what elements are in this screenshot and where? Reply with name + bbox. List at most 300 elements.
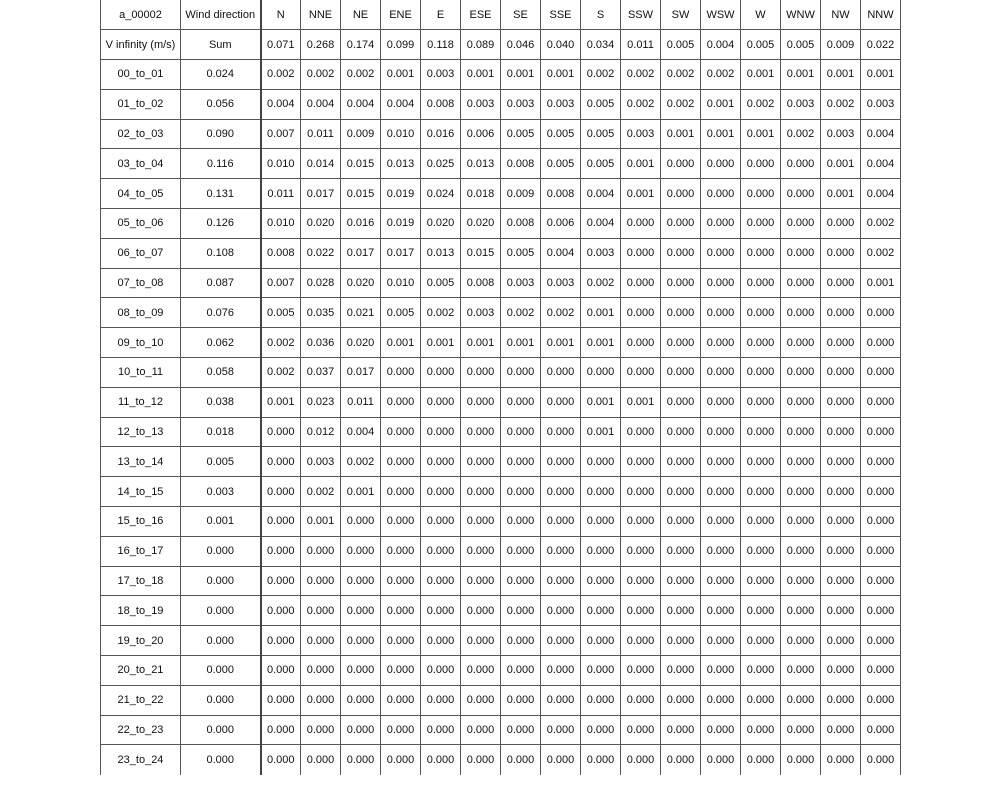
frequency-cell: 0.001 [621, 179, 661, 209]
frequency-cell: 0.004 [861, 149, 901, 179]
frequency-cell: 0.003 [501, 268, 541, 298]
frequency-cell: 0.000 [501, 477, 541, 507]
frequency-cell: 0.001 [781, 60, 821, 90]
direction-header-ene: ENE [381, 0, 421, 30]
frequency-cell: 0.000 [501, 596, 541, 626]
row-sum-cell: 0.056 [181, 89, 261, 119]
frequency-cell: 0.003 [581, 238, 621, 268]
frequency-cell: 0.000 [381, 685, 421, 715]
frequency-cell: 0.015 [341, 179, 381, 209]
frequency-cell: 0.003 [461, 298, 501, 328]
frequency-cell: 0.000 [661, 566, 701, 596]
table-row [101, 387, 901, 417]
frequency-cell: 0.000 [701, 745, 741, 775]
frequency-cell: 0.000 [741, 596, 781, 626]
frequency-cell: 0.003 [301, 447, 341, 477]
direction-header-wsw: WSW [701, 0, 741, 30]
frequency-cell: 0.000 [661, 447, 701, 477]
frequency-cell: 0.000 [581, 656, 621, 686]
table-row [101, 328, 901, 358]
row-sum-cell: 0.058 [181, 358, 261, 388]
frequency-cell: 0.000 [421, 566, 461, 596]
row-sum-cell: 0.076 [181, 298, 261, 328]
direction-total-cell: 0.040 [541, 30, 581, 60]
frequency-cell: 0.001 [501, 328, 541, 358]
frequency-cell: 0.000 [621, 596, 661, 626]
direction-total-cell: 0.009 [821, 30, 861, 60]
frequency-cell: 0.000 [661, 417, 701, 447]
direction-header-ssw: SSW [621, 0, 661, 30]
frequency-cell: 0.010 [261, 149, 301, 179]
frequency-cell: 0.000 [661, 328, 701, 358]
direction-header-wnw: WNW [781, 0, 821, 30]
frequency-cell: 0.004 [581, 179, 621, 209]
speed-bin-label: 04_to_05 [101, 179, 181, 209]
direction-header-se: SE [501, 0, 541, 30]
frequency-cell: 0.017 [381, 238, 421, 268]
frequency-cell: 0.000 [621, 507, 661, 537]
frequency-cell: 0.015 [341, 149, 381, 179]
frequency-cell: 0.001 [261, 387, 301, 417]
frequency-cell: 0.000 [701, 507, 741, 537]
direction-header-n: N [261, 0, 301, 30]
frequency-cell: 0.000 [501, 358, 541, 388]
frequency-cell: 0.000 [741, 387, 781, 417]
frequency-cell: 0.000 [621, 715, 661, 745]
frequency-cell: 0.002 [701, 60, 741, 90]
frequency-cell: 0.000 [261, 656, 301, 686]
frequency-cell: 0.000 [661, 596, 701, 626]
frequency-cell: 0.000 [701, 715, 741, 745]
frequency-cell: 0.000 [741, 179, 781, 209]
speed-bin-label: 16_to_17 [101, 536, 181, 566]
frequency-cell: 0.000 [341, 685, 381, 715]
frequency-cell: 0.002 [301, 477, 341, 507]
frequency-cell: 0.002 [861, 238, 901, 268]
frequency-cell: 0.000 [421, 417, 461, 447]
frequency-cell: 0.000 [621, 626, 661, 656]
frequency-cell: 0.000 [821, 566, 861, 596]
table-row [101, 298, 901, 328]
frequency-cell: 0.000 [861, 715, 901, 745]
frequency-cell: 0.016 [341, 209, 381, 239]
frequency-cell: 0.000 [781, 268, 821, 298]
frequency-cell: 0.000 [821, 358, 861, 388]
frequency-cell: 0.000 [581, 715, 621, 745]
frequency-cell: 0.004 [381, 89, 421, 119]
frequency-cell: 0.001 [821, 179, 861, 209]
row-sum-cell: 0.001 [181, 507, 261, 537]
speed-bin-label: 21_to_22 [101, 685, 181, 715]
speed-bin-label: 22_to_23 [101, 715, 181, 745]
frequency-cell: 0.000 [541, 566, 581, 596]
frequency-cell: 0.000 [861, 387, 901, 417]
frequency-cell: 0.000 [461, 477, 501, 507]
speed-bin-label: 18_to_19 [101, 596, 181, 626]
frequency-cell: 0.000 [661, 507, 701, 537]
table-row [101, 566, 901, 596]
frequency-cell: 0.001 [381, 328, 421, 358]
frequency-cell: 0.000 [621, 447, 661, 477]
speed-bin-label: 12_to_13 [101, 417, 181, 447]
table-row [101, 536, 901, 566]
frequency-cell: 0.000 [501, 656, 541, 686]
direction-total-cell: 0.046 [501, 30, 541, 60]
table-row [101, 656, 901, 686]
frequency-cell: 0.008 [421, 89, 461, 119]
frequency-cell: 0.000 [661, 268, 701, 298]
frequency-cell: 0.000 [661, 626, 701, 656]
frequency-cell: 0.000 [621, 358, 661, 388]
direction-total-cell: 0.005 [741, 30, 781, 60]
frequency-cell: 0.000 [861, 685, 901, 715]
frequency-cell: 0.001 [581, 417, 621, 447]
frequency-cell: 0.002 [541, 298, 581, 328]
frequency-cell: 0.000 [701, 268, 741, 298]
frequency-cell: 0.000 [781, 298, 821, 328]
frequency-cell: 0.000 [621, 566, 661, 596]
frequency-cell: 0.004 [341, 89, 381, 119]
frequency-cell: 0.000 [781, 536, 821, 566]
frequency-cell: 0.000 [461, 596, 501, 626]
frequency-cell: 0.000 [781, 328, 821, 358]
frequency-cell: 0.009 [341, 119, 381, 149]
row-sum-cell: 0.003 [181, 477, 261, 507]
frequency-cell: 0.000 [701, 298, 741, 328]
frequency-cell: 0.013 [421, 238, 461, 268]
frequency-cell: 0.000 [741, 745, 781, 775]
frequency-cell: 0.001 [421, 328, 461, 358]
frequency-cell: 0.000 [421, 745, 461, 775]
frequency-cell: 0.000 [741, 507, 781, 537]
frequency-cell: 0.002 [341, 447, 381, 477]
frequency-cell: 0.000 [581, 685, 621, 715]
frequency-cell: 0.002 [781, 119, 821, 149]
frequency-cell: 0.000 [661, 685, 701, 715]
frequency-cell: 0.011 [301, 119, 341, 149]
frequency-cell: 0.001 [581, 298, 621, 328]
frequency-cell: 0.000 [461, 447, 501, 477]
frequency-cell: 0.000 [701, 238, 741, 268]
frequency-cell: 0.005 [581, 119, 621, 149]
frequency-cell: 0.000 [541, 447, 581, 477]
frequency-cell: 0.000 [861, 328, 901, 358]
frequency-cell: 0.000 [541, 536, 581, 566]
frequency-cell: 0.000 [381, 507, 421, 537]
summary-row [101, 30, 901, 60]
frequency-cell: 0.019 [381, 209, 421, 239]
frequency-cell: 0.000 [701, 328, 741, 358]
frequency-cell: 0.000 [301, 536, 341, 566]
frequency-cell: 0.000 [821, 685, 861, 715]
frequency-cell: 0.000 [301, 596, 341, 626]
frequency-cell: 0.000 [661, 179, 701, 209]
frequency-cell: 0.000 [861, 417, 901, 447]
frequency-cell: 0.000 [701, 536, 741, 566]
frequency-cell: 0.000 [461, 685, 501, 715]
frequency-cell: 0.000 [461, 626, 501, 656]
frequency-cell: 0.000 [501, 507, 541, 537]
frequency-cell: 0.021 [341, 298, 381, 328]
frequency-cell: 0.001 [461, 328, 501, 358]
table-body [101, 0, 901, 775]
frequency-cell: 0.000 [701, 566, 741, 596]
frequency-cell: 0.002 [261, 60, 301, 90]
frequency-cell: 0.000 [301, 656, 341, 686]
frequency-cell: 0.000 [381, 358, 421, 388]
frequency-cell: 0.000 [621, 238, 661, 268]
frequency-cell: 0.017 [301, 179, 341, 209]
frequency-cell: 0.000 [301, 566, 341, 596]
frequency-cell: 0.001 [541, 60, 581, 90]
frequency-cell: 0.000 [821, 328, 861, 358]
frequency-cell: 0.006 [541, 209, 581, 239]
frequency-cell: 0.000 [621, 328, 661, 358]
frequency-cell: 0.008 [541, 179, 581, 209]
frequency-cell: 0.000 [381, 596, 421, 626]
frequency-cell: 0.000 [781, 447, 821, 477]
frequency-cell: 0.001 [821, 149, 861, 179]
frequency-cell: 0.003 [781, 89, 821, 119]
frequency-cell: 0.000 [861, 566, 901, 596]
speed-bin-label: 06_to_07 [101, 238, 181, 268]
frequency-cell: 0.000 [541, 358, 581, 388]
frequency-cell: 0.000 [461, 656, 501, 686]
frequency-cell: 0.000 [621, 268, 661, 298]
frequency-cell: 0.036 [301, 328, 341, 358]
frequency-cell: 0.000 [661, 298, 701, 328]
frequency-cell: 0.000 [421, 656, 461, 686]
speed-bin-label: 03_to_04 [101, 149, 181, 179]
frequency-cell: 0.000 [461, 715, 501, 745]
frequency-cell: 0.009 [501, 179, 541, 209]
frequency-cell: 0.003 [861, 89, 901, 119]
frequency-cell: 0.000 [621, 685, 661, 715]
frequency-cell: 0.003 [421, 60, 461, 90]
frequency-cell: 0.000 [421, 626, 461, 656]
frequency-cell: 0.004 [541, 238, 581, 268]
frequency-cell: 0.000 [261, 536, 301, 566]
speed-bin-label: 19_to_20 [101, 626, 181, 656]
frequency-cell: 0.000 [461, 745, 501, 775]
frequency-cell: 0.001 [741, 119, 781, 149]
frequency-cell: 0.000 [501, 387, 541, 417]
frequency-cell: 0.005 [501, 119, 541, 149]
direction-header-ne: NE [341, 0, 381, 30]
speed-bin-label: 17_to_18 [101, 566, 181, 596]
frequency-cell: 0.035 [301, 298, 341, 328]
direction-total-cell: 0.034 [581, 30, 621, 60]
frequency-cell: 0.000 [461, 536, 501, 566]
frequency-cell: 0.002 [501, 298, 541, 328]
frequency-cell: 0.010 [381, 268, 421, 298]
direction-total-cell: 0.011 [621, 30, 661, 60]
row-sum-cell: 0.131 [181, 179, 261, 209]
frequency-cell: 0.000 [461, 358, 501, 388]
frequency-cell: 0.000 [261, 626, 301, 656]
frequency-cell: 0.000 [421, 358, 461, 388]
frequency-cell: 0.023 [301, 387, 341, 417]
frequency-cell: 0.001 [741, 60, 781, 90]
frequency-cell: 0.013 [461, 149, 501, 179]
direction-total-cell: 0.268 [301, 30, 341, 60]
frequency-cell: 0.000 [741, 298, 781, 328]
speed-bin-label: 23_to_24 [101, 745, 181, 775]
frequency-cell: 0.011 [341, 387, 381, 417]
frequency-cell: 0.001 [541, 328, 581, 358]
frequency-cell: 0.000 [261, 745, 301, 775]
table-row [101, 596, 901, 626]
row-sum-cell: 0.024 [181, 60, 261, 90]
frequency-cell: 0.028 [301, 268, 341, 298]
row-sum-cell: 0.000 [181, 745, 261, 775]
table-row [101, 417, 901, 447]
frequency-cell: 0.000 [661, 656, 701, 686]
frequency-cell: 0.000 [621, 417, 661, 447]
frequency-cell: 0.000 [381, 536, 421, 566]
frequency-cell: 0.000 [781, 626, 821, 656]
frequency-cell: 0.000 [541, 715, 581, 745]
frequency-cell: 0.000 [581, 745, 621, 775]
speed-bin-label: 15_to_16 [101, 507, 181, 537]
frequency-cell: 0.000 [341, 626, 381, 656]
frequency-cell: 0.000 [501, 417, 541, 447]
frequency-cell: 0.000 [421, 447, 461, 477]
frequency-cell: 0.000 [741, 268, 781, 298]
table-row [101, 89, 901, 119]
frequency-cell: 0.000 [621, 656, 661, 686]
frequency-cell: 0.017 [341, 238, 381, 268]
row-sum-cell: 0.005 [181, 447, 261, 477]
frequency-cell: 0.000 [661, 238, 701, 268]
frequency-cell: 0.000 [581, 447, 621, 477]
wind-direction-header: Wind direction [181, 0, 261, 30]
frequency-cell: 0.000 [781, 507, 821, 537]
direction-total-cell: 0.174 [341, 30, 381, 60]
frequency-cell: 0.002 [421, 298, 461, 328]
table-row [101, 209, 901, 239]
table-row [101, 626, 901, 656]
frequency-cell: 0.000 [341, 536, 381, 566]
frequency-cell: 0.000 [621, 477, 661, 507]
frequency-cell: 0.000 [301, 715, 341, 745]
frequency-cell: 0.000 [781, 358, 821, 388]
frequency-cell: 0.000 [661, 387, 701, 417]
frequency-cell: 0.000 [421, 715, 461, 745]
frequency-cell: 0.004 [861, 119, 901, 149]
frequency-cell: 0.010 [261, 209, 301, 239]
speed-bin-label: 00_to_01 [101, 60, 181, 90]
frequency-cell: 0.000 [781, 745, 821, 775]
sum-label: Sum [181, 30, 261, 60]
frequency-cell: 0.000 [741, 149, 781, 179]
row-sum-cell: 0.000 [181, 626, 261, 656]
frequency-cell: 0.008 [501, 209, 541, 239]
frequency-cell: 0.018 [461, 179, 501, 209]
frequency-cell: 0.000 [461, 417, 501, 447]
frequency-cell: 0.000 [501, 745, 541, 775]
speed-bin-label: 13_to_14 [101, 447, 181, 477]
frequency-cell: 0.000 [741, 358, 781, 388]
frequency-cell: 0.000 [381, 715, 421, 745]
row-sum-cell: 0.000 [181, 656, 261, 686]
frequency-cell: 0.000 [461, 566, 501, 596]
direction-header-sse: SSE [541, 0, 581, 30]
direction-header-w: W [741, 0, 781, 30]
frequency-cell: 0.001 [581, 387, 621, 417]
direction-total-cell: 0.005 [661, 30, 701, 60]
frequency-cell: 0.001 [461, 60, 501, 90]
frequency-cell: 0.000 [541, 745, 581, 775]
row-sum-cell: 0.090 [181, 119, 261, 149]
frequency-cell: 0.000 [701, 149, 741, 179]
frequency-cell: 0.000 [261, 715, 301, 745]
wind-distribution-table [100, 0, 901, 775]
frequency-cell: 0.000 [661, 358, 701, 388]
frequency-cell: 0.000 [541, 417, 581, 447]
frequency-cell: 0.000 [861, 745, 901, 775]
table-row [101, 745, 901, 775]
frequency-cell: 0.015 [461, 238, 501, 268]
frequency-cell: 0.000 [781, 209, 821, 239]
frequency-cell: 0.000 [381, 477, 421, 507]
frequency-cell: 0.000 [381, 745, 421, 775]
frequency-cell: 0.000 [301, 745, 341, 775]
frequency-cell: 0.000 [781, 417, 821, 447]
frequency-cell: 0.020 [301, 209, 341, 239]
frequency-cell: 0.000 [301, 685, 341, 715]
frequency-cell: 0.004 [341, 417, 381, 447]
frequency-cell: 0.000 [501, 626, 541, 656]
frequency-cell: 0.000 [861, 447, 901, 477]
frequency-cell: 0.000 [381, 387, 421, 417]
frequency-cell: 0.005 [421, 268, 461, 298]
frequency-cell: 0.000 [381, 656, 421, 686]
direction-total-cell: 0.005 [781, 30, 821, 60]
frequency-cell: 0.000 [541, 507, 581, 537]
frequency-cell: 0.000 [381, 447, 421, 477]
frequency-cell: 0.000 [821, 715, 861, 745]
frequency-cell: 0.000 [661, 149, 701, 179]
frequency-cell: 0.024 [421, 179, 461, 209]
frequency-cell: 0.003 [501, 89, 541, 119]
frequency-cell: 0.000 [541, 596, 581, 626]
frequency-cell: 0.000 [581, 596, 621, 626]
frequency-cell: 0.000 [661, 477, 701, 507]
frequency-cell: 0.000 [701, 656, 741, 686]
frequency-cell: 0.001 [661, 119, 701, 149]
frequency-cell: 0.005 [541, 149, 581, 179]
speed-bin-label: 02_to_03 [101, 119, 181, 149]
frequency-cell: 0.000 [501, 685, 541, 715]
frequency-cell: 0.001 [861, 60, 901, 90]
speed-bin-label: 14_to_15 [101, 477, 181, 507]
frequency-cell: 0.002 [581, 60, 621, 90]
frequency-cell: 0.007 [261, 119, 301, 149]
frequency-cell: 0.000 [861, 626, 901, 656]
frequency-cell: 0.000 [821, 209, 861, 239]
frequency-cell: 0.001 [301, 507, 341, 537]
frequency-cell: 0.001 [581, 328, 621, 358]
frequency-cell: 0.000 [341, 596, 381, 626]
frequency-cell: 0.000 [781, 656, 821, 686]
frequency-cell: 0.005 [581, 149, 621, 179]
frequency-cell: 0.000 [741, 656, 781, 686]
v-infinity-label: V infinity (m/s) [101, 30, 181, 60]
frequency-cell: 0.003 [461, 89, 501, 119]
frequency-cell: 0.000 [501, 447, 541, 477]
frequency-cell: 0.000 [781, 387, 821, 417]
